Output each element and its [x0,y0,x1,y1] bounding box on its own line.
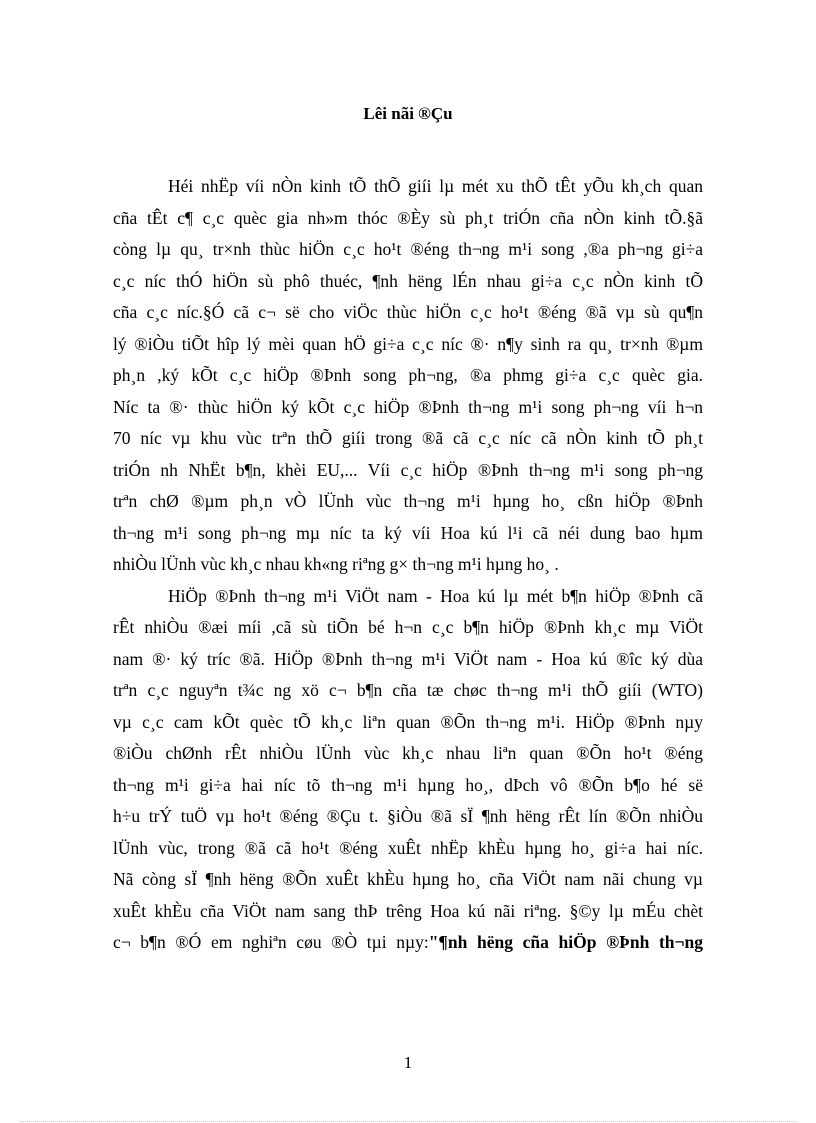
text-line: vµ c¸c cam kÕt quèc tÕ kh¸c liªn quan ®Õn th¬ng m¹i. HiÖp ®Þnh nµy [113,711,703,732]
text-line: xuÊt khÈu cña ViÖt nam sang thÞ trêng Hoa kú nãi riªng. §©y lµ mÉu chèt [113,900,703,921]
text-line: rÊt nhiÒu ®æi míi ,cã sù tiÕn bé h¬n c¸c b¶n hiÖp ®Þnh kh¸c mµ ViÖt [113,617,703,637]
text-line: Níc ta ®· thùc hiÖn ký kÕt c¸c hiÖp ®Þnh th¬ng m¹i song ph¬ng víi h¬n [113,396,703,417]
text-line: Héi nhËp víi nÒn kinh tÕ thÕ giíi lµ mét xu thÕ tÊt yÕu kh¸ch quan [168,176,703,196]
text-line-with-bold-title [113,927,703,959]
text-line: nam ®· ký tríc ®ã. HiÖp ®Þnh th¬ng m¹i ViÖt nam - Hoa kú ®îc ký dùa [113,648,703,669]
text-line: trªn c¸c nguyªn t¾c ng xö c¬ b¶n cña tæ chøc th¬ng m¹i thÕ giíi (WTO) [113,680,703,700]
paragraph-1 [113,171,703,581]
page-break-rule [20,1121,796,1122]
text-line: HiÖp ®Þnh th¬ng m¹i ViÖt nam - Hoa kú lµ mét b¶n hiÖp ®Þnh cã [168,585,703,606]
text-line: ph¸n ,ký kÕt c¸c hiÖp ®Þnh song ph¬ng, ®a phmg gi÷a c¸c quèc gia. [113,365,703,385]
study-topic-title: "¶nh hëng cña hiÖp ®Þnh th¬ng [428,932,703,952]
text-line: cña c¸c níc.§Ó cã c¬ së cho viÖc thùc hiÖn c¸c ho¹t ®éng ®ã vµ sù qu¶n [113,302,703,322]
text-line: trªn chØ ®µm ph¸n vÒ lÜnh vùc th¬ng m¹i hµng ho¸ cßn hiÖp ®Þnh [113,491,703,511]
text-line: th¬ng m¹i gi÷a hai níc tõ th¬ng m¹i hµng ho¸, dÞch vô ®Õn b¶o hé së [113,774,703,795]
text-line-start: c¬ b¶n ®Ó em nghiªn cøu ®Ò tµi nµy: [113,932,429,952]
text-line: lÜnh vùc, trong ®ã cã ho¹t ®éng xuÊt nhËp khÈu hµng ho¸ gi÷a hai níc. [113,837,703,858]
text-line: lý ®iÒu tiÕt hîp lý mèi quan hÖ gi÷a c¸c níc ®· n¶y sinh ra qu¸ tr×nh ®µm [113,333,703,354]
body-text [113,171,703,959]
text-line: c¸c níc thÓ hiÖn sù phô thuéc, ¶nh hëng lÉn nhau gi÷a c¸c nÒn kinh tÕ [113,270,703,291]
page-number: 1 [403,1053,413,1072]
text-line: ®iÒu chØnh rÊt nhiÒu lÜnh vùc kh¸c nhau liªn quan ®Õn ho¹t ®éng [113,743,703,763]
paragraph-2 [113,581,703,959]
text-line: còng lµ qu¸ tr×nh thùc hiÖn c¸c ho¹t ®éng th¬ng m¹i song ,®a ph¬ng gi÷a [113,239,703,259]
text-line: triÓn nh NhËt b¶n, khèi EU,... Víi c¸c hiÖp ®Þnh th¬ng m¹i song ph¬ng [113,459,703,480]
text-line: th¬ng m¹i song ph¬ng mµ níc ta ký víi Hoa kú l¹i cã néi dung bao hµm [113,522,703,543]
text-line: h÷u trÝ tuÖ vµ ho¹t ®éng ®Çu t. §iÒu ®ã sÏ ¶nh hëng rÊt lín ®Õn nhiÒu [113,806,703,826]
text-line: nhiÒu lÜnh vùc kh¸c nhau kh«ng riªng g× th¬ng m¹i hµng ho¸ . [113,554,559,574]
text-line: Nã còng sÏ ¶nh hëng ®Õn xuÊt khÈu hµng ho¸ cña ViÖt nam nãi chung vµ [113,869,703,889]
page-title: Lêi nãi ®Çu [363,104,453,123]
text-line: 70 níc vµ khu vùc trªn thÕ giíi trong ®ã cã c¸c níc cã nÒn kinh tÕ ph¸t [113,428,703,448]
text-line: cña tÊt c¶ c¸c quèc gia nh»m thóc ®Èy sù ph¸t triÓn cña nÒn kinh tÕ.§ã [113,207,703,228]
